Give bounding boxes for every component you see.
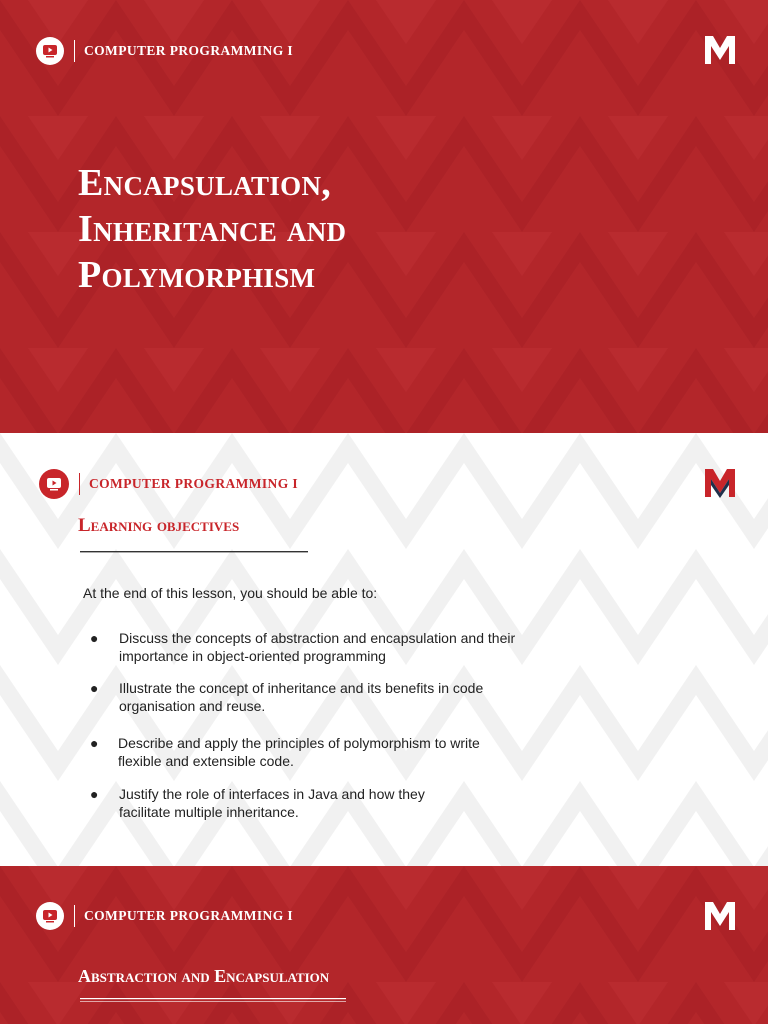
- title-line-3: Polymorphism: [78, 254, 316, 296]
- course-label: COMPUTER PROGRAMMING I: [84, 908, 294, 923]
- title-line-1: Encapsulation,: [78, 162, 332, 204]
- title-slide: [0, 0, 768, 433]
- course-label: COMPUTER PROGRAMMING I: [84, 43, 294, 58]
- bullet-icon: ●: [90, 630, 99, 646]
- slide-header: [39, 469, 298, 499]
- bullet-icon: ●: [90, 735, 99, 751]
- divider: [74, 905, 75, 927]
- abstraction-heading: Abstraction and Encapsulation: [78, 966, 330, 986]
- slide-title: [78, 160, 346, 298]
- slide-header: [36, 902, 293, 930]
- m-logo-icon: [703, 34, 737, 66]
- objective-text: Justify the role of interfaces in Java and how they facilitate multiple inheritance.: [119, 786, 425, 820]
- heading-underline: [80, 997, 350, 1003]
- objective-text: Describe and apply the principles of polymorphism to write flexible and extensible code.: [118, 735, 480, 769]
- m-logo-icon: [703, 900, 737, 932]
- intro-text: At the end of this lesson, you should be able to:: [83, 585, 378, 601]
- objective-text: Discuss the concepts of abstraction and encapsulation and their importance in object-oriented programming: [119, 630, 516, 664]
- m-logo-icon: [703, 467, 737, 499]
- bullet-icon: ●: [90, 680, 99, 696]
- divider: [79, 473, 80, 495]
- heading-underline: [80, 550, 310, 554]
- title-line-2: Inheritance and: [78, 208, 347, 250]
- slide-header: [36, 37, 293, 65]
- course-label: COMPUTER PROGRAMMING I: [89, 476, 299, 491]
- video-play-icon: [39, 469, 69, 499]
- objectives-heading: Learning objectives: [78, 515, 240, 536]
- bullet-icon: ●: [90, 786, 99, 802]
- video-play-icon: [36, 902, 64, 930]
- divider: [74, 40, 75, 62]
- video-play-icon: [36, 37, 64, 65]
- objective-text: Illustrate the concept of inheritance and its benefits in code organisation and reuse.: [119, 680, 484, 714]
